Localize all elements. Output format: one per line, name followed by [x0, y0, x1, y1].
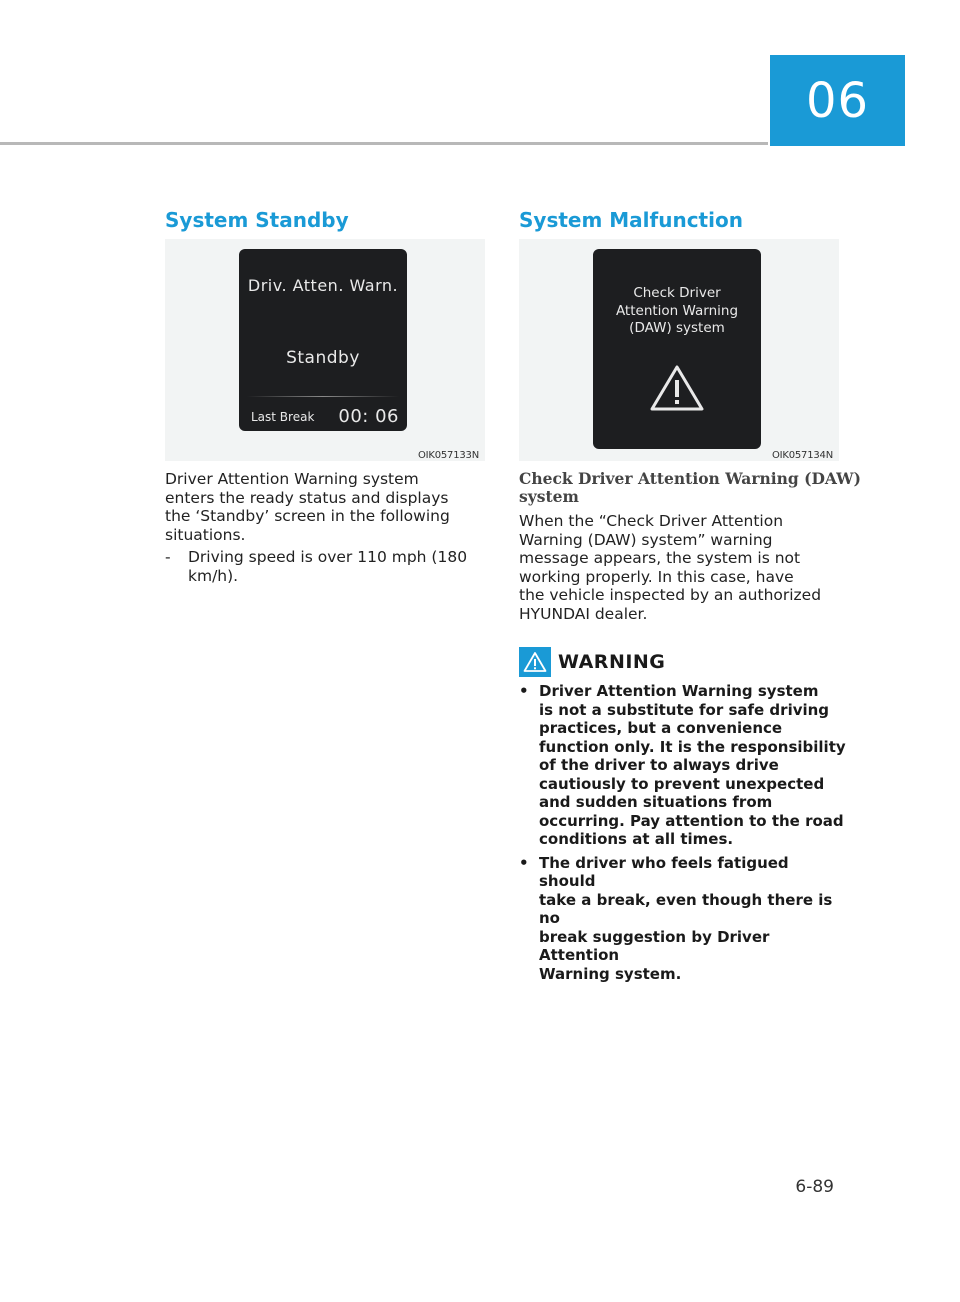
header-rule: [0, 142, 768, 145]
screen-divider: [247, 396, 399, 397]
text-line: (DAW) system: [629, 320, 725, 336]
text-line: message appears, the system is not: [519, 549, 801, 567]
text-line: function only. It is the responsibility: [539, 737, 846, 756]
cluster-screen-malfunction: [593, 249, 761, 449]
cluster-screen-standby: [239, 249, 407, 431]
section-title-malfunction: System Malfunction: [519, 208, 743, 232]
text-line: Check Driver: [633, 285, 721, 301]
text-line: of the driver to always drive: [539, 756, 779, 774]
text-line: km/h).: [188, 566, 239, 585]
warning-bullets: [519, 682, 849, 988]
text-line: HYUNDAI dealer.: [519, 604, 648, 623]
last-break-label: Last Break: [251, 410, 315, 424]
text-line: and sudden situations from: [539, 793, 773, 811]
last-break-value: 00: 06: [338, 406, 399, 427]
warning-triangle-icon: [523, 651, 547, 673]
malfunction-paragraph: [519, 512, 821, 623]
text-line: enters the ready status and displays: [165, 488, 449, 507]
warning-triangle-icon: [649, 363, 705, 413]
text-line: Warning (DAW) system” warning: [519, 530, 773, 549]
text-line: is not a substitute for safe driving: [539, 700, 830, 719]
text-line: Driving speed is over 110 mph (180: [188, 548, 468, 566]
figure-standby: [165, 239, 485, 461]
warning-label: WARNING: [558, 651, 666, 673]
text-line: practices, but a convenience: [539, 719, 783, 737]
text-line: cautiously to prevent unexpected: [539, 774, 825, 793]
screen-message: [593, 285, 761, 338]
section-title-standby: System Standby: [165, 208, 349, 232]
text-line: occurring. Pay attention to the road: [539, 811, 844, 830]
text-line: When the “Check Driver Attention: [519, 512, 784, 530]
screen-status: Standby: [286, 348, 360, 368]
figure-code: OIK057133N: [417, 450, 479, 461]
text-line: situations.: [165, 525, 246, 544]
text-line: Attention Warning: [615, 302, 739, 319]
chapter-tab: 06: [770, 55, 905, 146]
malfunction-subheading: [519, 470, 861, 506]
condition-item: [165, 548, 508, 585]
text-line: the vehicle inspected by an authorized: [519, 586, 822, 604]
page-number: 6-89: [795, 1177, 834, 1197]
text-line: break suggestion by Driver Attention: [539, 927, 770, 964]
figure-malfunction: [519, 239, 839, 461]
text-line: Driver Attention Warning system: [165, 470, 419, 488]
figure-code: OIK057134N: [771, 450, 833, 461]
text-line: conditions at all times.: [539, 830, 734, 848]
text-line: • Driver Attention Warning system: [539, 682, 819, 700]
text-line: take a break, even though there is no: [539, 890, 833, 927]
dash-marker: -: [165, 548, 171, 566]
text-line: working properly. In this case, have: [519, 567, 794, 586]
text-line: Check Driver Attention Warning (DAW): [519, 469, 861, 488]
text-line: the ‘Standby’ screen in the following: [165, 507, 450, 525]
standby-paragraph: [165, 470, 450, 544]
list-item: [519, 854, 849, 984]
text-line: Warning system.: [539, 964, 682, 983]
screen-heading: Driv. Atten. Warn.: [247, 276, 399, 295]
warning-heading: [519, 647, 665, 677]
list-item: [519, 682, 849, 849]
text-line: system: [519, 487, 579, 506]
warning-icon-box: [519, 647, 551, 677]
text-line: • The driver who feels fatigued should: [539, 853, 789, 890]
